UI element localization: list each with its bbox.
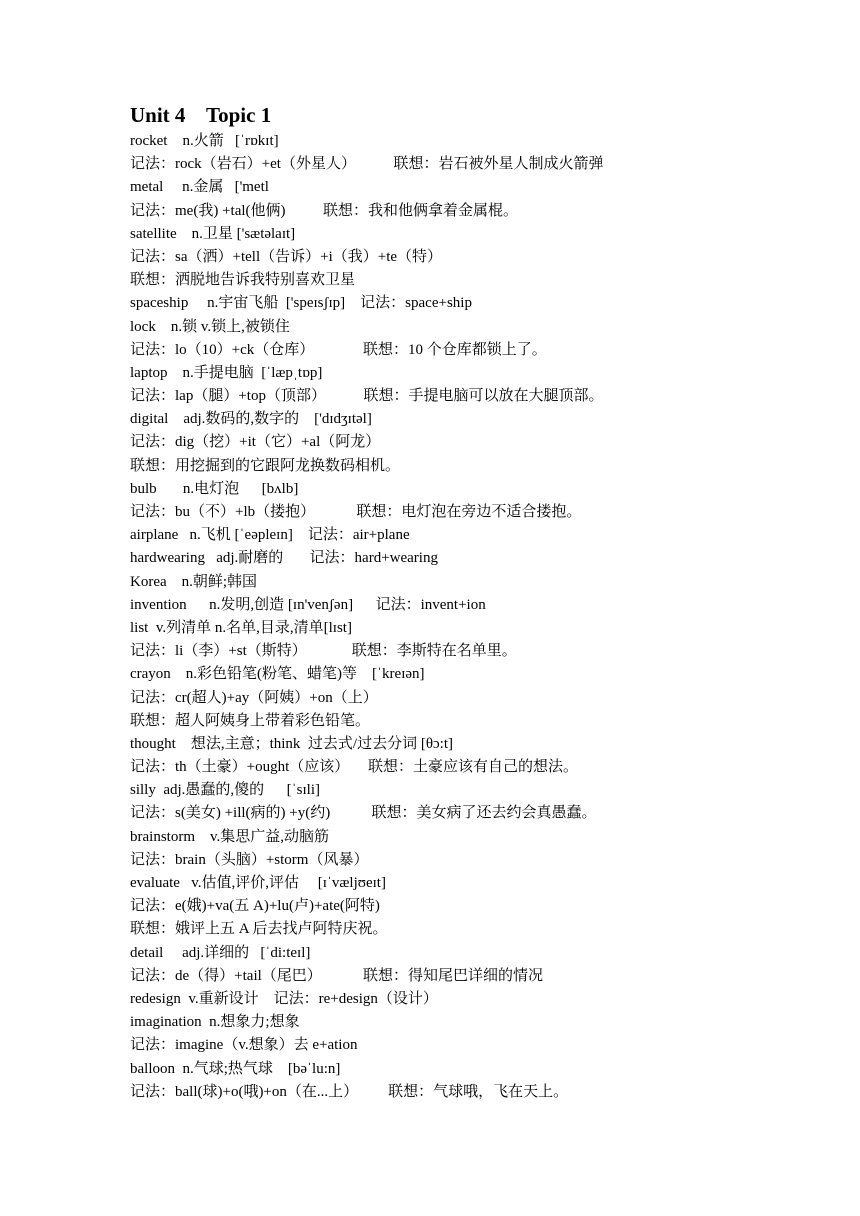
text-line: 联想：娥评上五 A 后去找卢阿特庆祝。 [130, 921, 388, 938]
text-line: 联想：超人阿姨身上带着彩色铅笔。 [130, 712, 371, 729]
text-line: 记法：sa（洒）+tell（告诉）+i（我）+te（特） [130, 248, 443, 265]
text-line: 记法：lap（腿）+top（顶部） 联想：手提电脑可以放在大腿顶部。 [130, 388, 604, 405]
text-line: digital adj.数码的,数字的 ['dɪdʒɪtəl] [130, 411, 372, 428]
page-title: Unit 4 Topic 1 [130, 103, 272, 127]
text-line: 记法：bu（不）+lb（搂抱） 联想：电灯泡在旁边不适合搂抱。 [130, 504, 582, 520]
document-page [130, 100, 830, 1104]
text-line: 联想：用挖掘到的它跟阿龙换数码相机。 [130, 457, 401, 474]
text-line: detail adj.详细的 [ˈdi:teɪl] [130, 944, 311, 961]
text-line: 记法：me(我) +tal(他俩) 联想：我和他俩拿着金属棍。 [130, 202, 519, 219]
text-line: 记法：th（土豪）+ought（应该） 联想：土豪应该有自己的想法。 [130, 759, 579, 776]
text-line: 记法：rock（岩石）+et（外星人） 联想：岩石被外星人制成火箭弹 [130, 156, 604, 173]
text-line: bulb n.电灯泡 [bʌlb] [130, 480, 299, 497]
text-line: lock n.锁 v.锁上,被锁住 [130, 318, 290, 335]
text-line: brainstorm v.集思广益,动脑筋 [130, 828, 330, 845]
text-line: invention n.发明,创造 [ɪn'venʃən] 记法：invent+ion [130, 596, 486, 613]
text-line: laptop n.手提电脑 [ˈlæpˌtɒp] [130, 364, 323, 381]
text-line: satellite n.卫星 ['sætəlaɪt] [130, 225, 296, 242]
text-line: 记法：s(美女) +ill(病的) +y(约) 联想：美女病了还去约会真愚蠢。 [130, 805, 597, 822]
text-line: redesign v.重新设计 记法：re+design（设计） [130, 990, 438, 1007]
text-line: rocket n.火箭 [ˈrɒkɪt] [130, 133, 279, 149]
text-line: 记法：imagine（v.想象）去 e+ation [130, 1037, 358, 1054]
text-line: 记法：brain（头脑）+storm（风暴） [130, 851, 369, 868]
text-line: metal n.金属 ['metl [130, 179, 269, 196]
text-line: 联想：洒脱地告诉我特别喜欢卫星 [130, 272, 356, 289]
text-line: spaceship n.宇宙飞船 ['speɪsʃɪp] 记法：space+ship [130, 295, 472, 312]
text-line: 记法：e(娥)+va(五 A)+lu(卢)+ate(阿特) [130, 898, 380, 915]
text-line: 记法：li（李）+st（斯特） 联想：李斯特在名单里。 [130, 643, 517, 660]
text-line: airplane n.飞机 [ˈeəpleɪn] 记法：air+plane [130, 527, 410, 544]
text-line: imagination n.想象力;想象 [130, 1014, 300, 1031]
text-line: 记法：ball(球)+o(哦)+on（在...上） 联想：气球哦，飞在天上。 [130, 1083, 569, 1100]
text-line: evaluate v.估值,评价,评估 [ɪˈvæljʊeɪt] [130, 875, 386, 891]
text-line: balloon n.气球;热气球 [bəˈlu:n] [130, 1060, 341, 1077]
text-line: Korea n.朝鲜;韩国 [130, 573, 258, 590]
text-line: thought 想法,主意；think 过去式/过去分词 [θɔ:t] [130, 735, 454, 752]
text-line: 记法：lo（10）+ck（仓库） 联想：10 个仓库都锁上了。 [130, 341, 547, 358]
text-line: crayon n.彩色铅笔(粉笔、蜡笔)等 [ˈkreɪən] [130, 666, 425, 683]
text-line: silly adj.愚蠢的,傻的 [ˈsɪli] [130, 782, 320, 799]
text-line: 记法：cr(超人)+ay（阿姨）+on（上） [130, 689, 378, 706]
text-line: 记法：de（得）+tail（尾巴） 联想：得知尾巴详细的情况 [130, 967, 544, 984]
text-line: list v.列清单 n.名单,目录,清单[lɪst] [130, 619, 352, 636]
text-line: 记法：dig（挖）+it（它）+al（阿龙） [130, 434, 381, 451]
text-line: hardwearing adj.耐磨的 记法：hard+wearing [130, 550, 438, 567]
vocabulary-list [130, 130, 830, 1104]
